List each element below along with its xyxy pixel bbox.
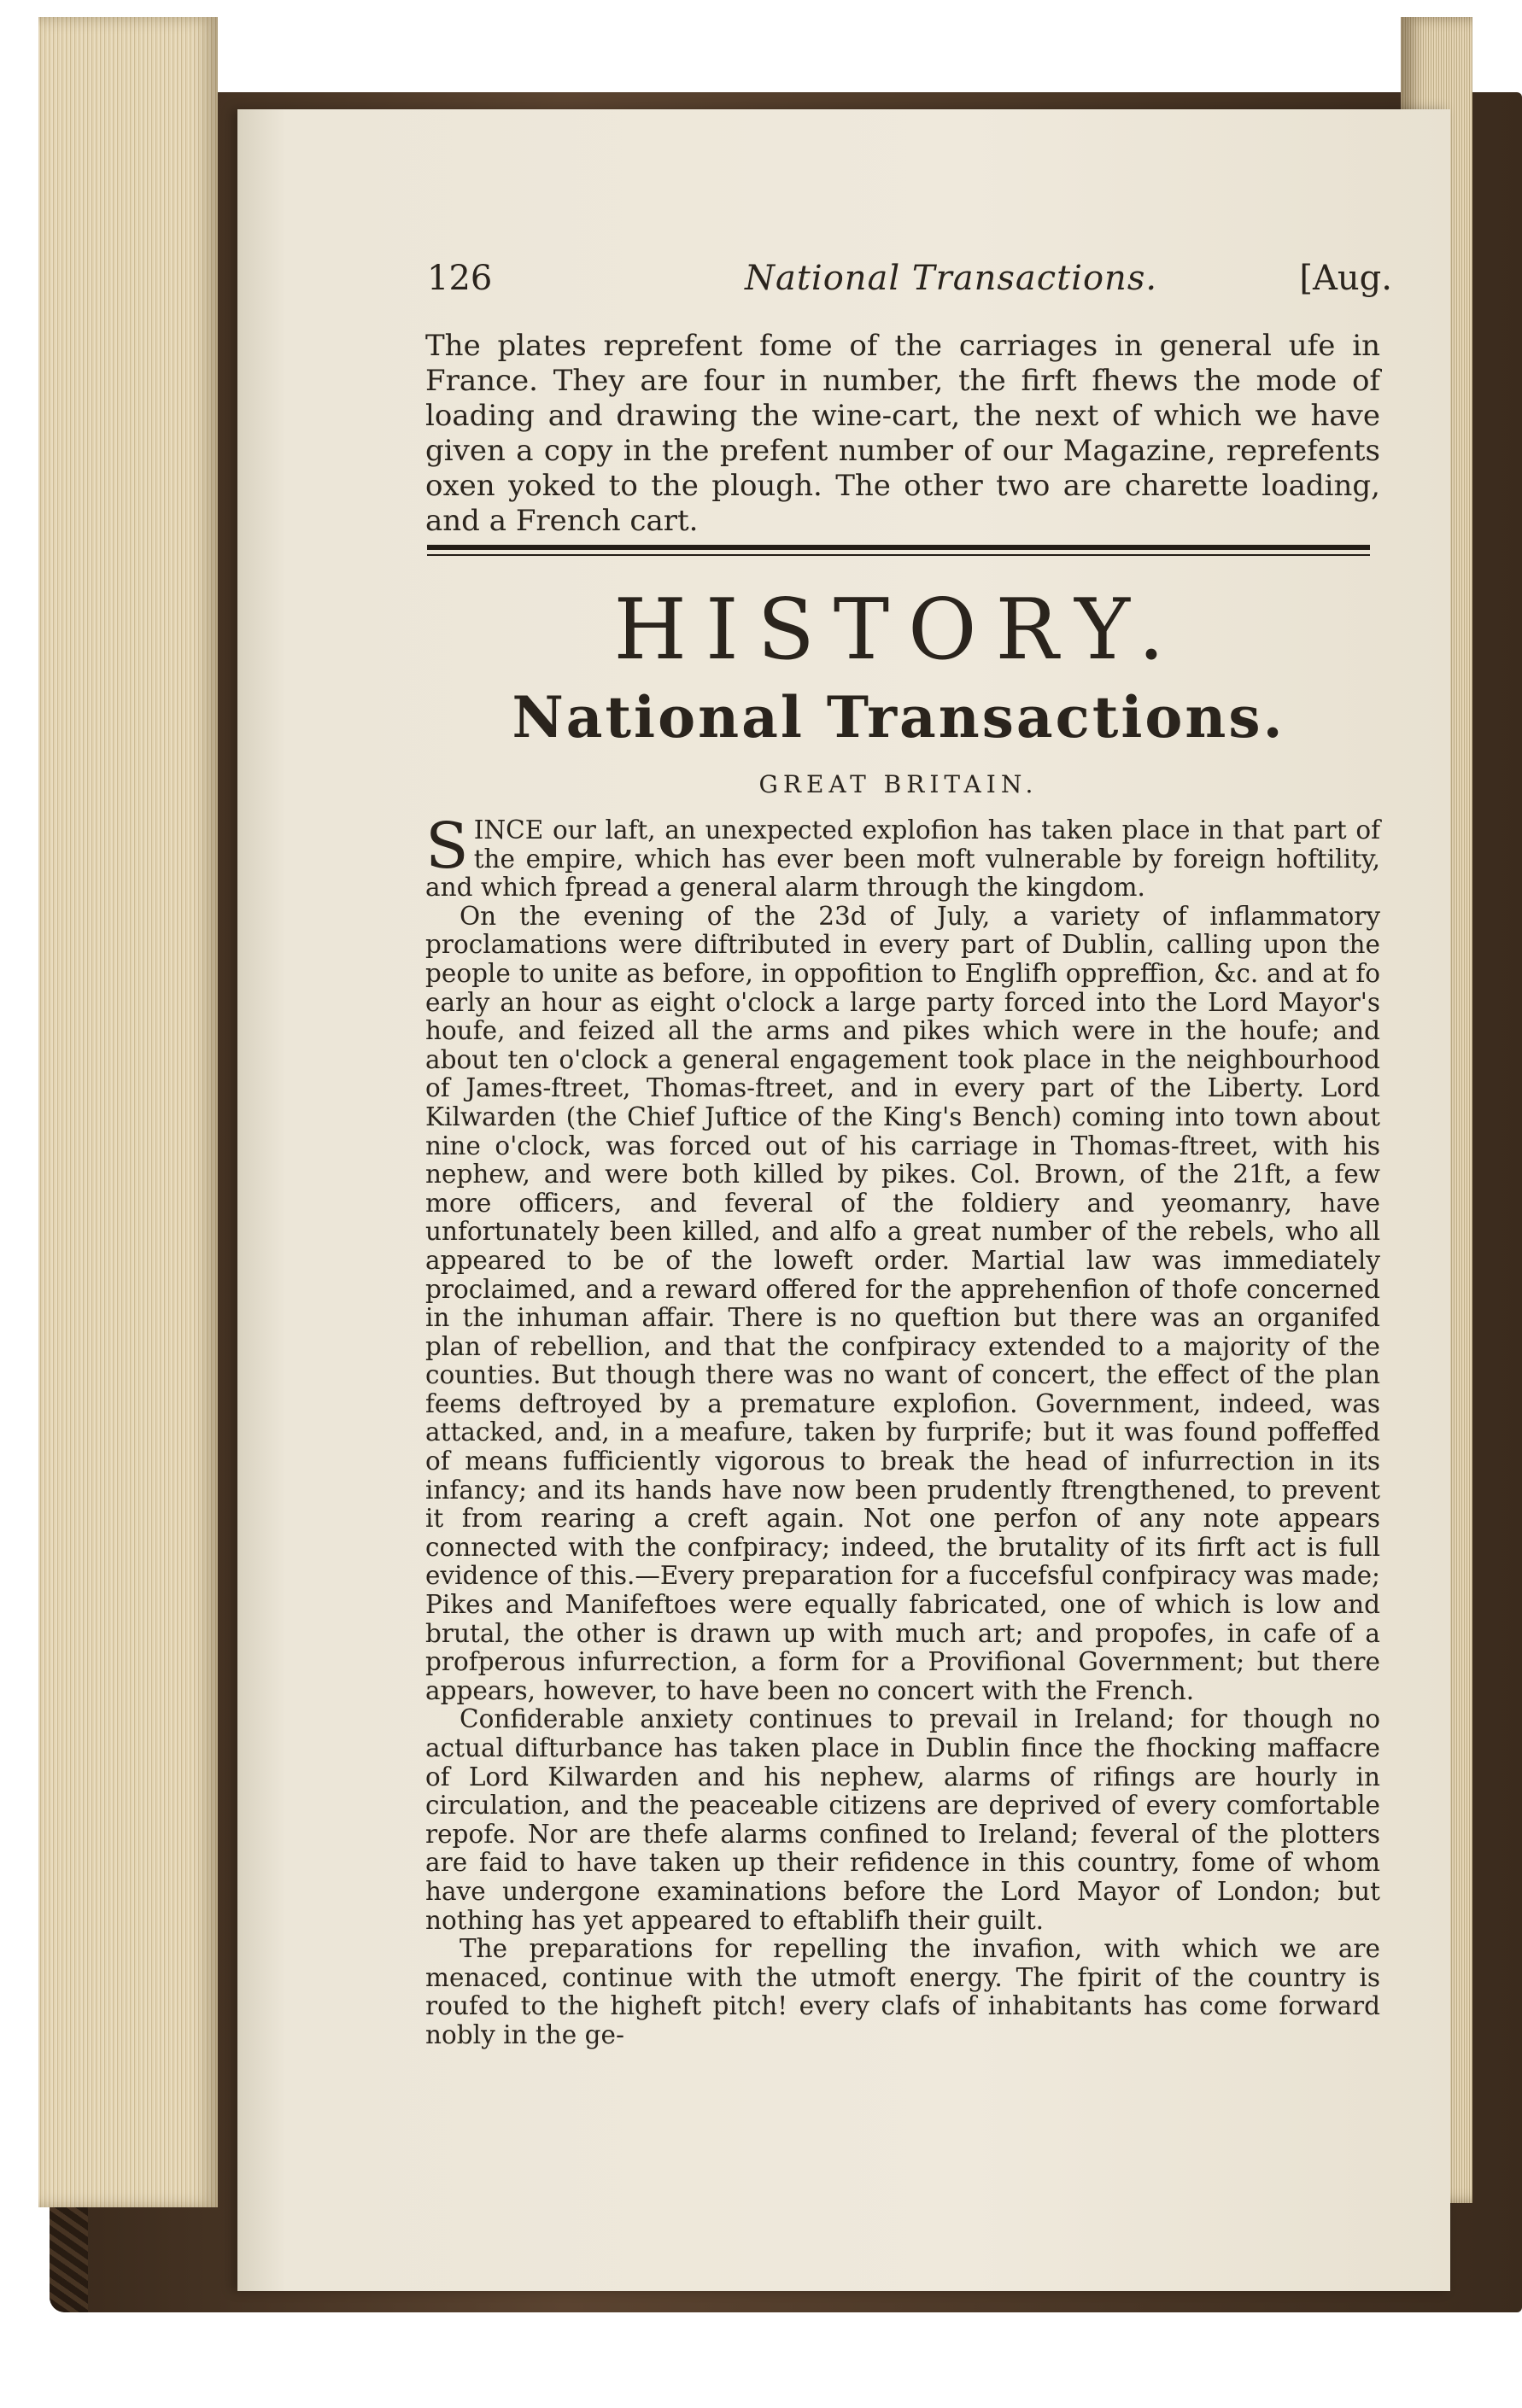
running-month: [Aug. — [1299, 259, 1392, 298]
country-heading: GREAT BRITAIN. — [758, 770, 1039, 798]
drop-cap: S — [425, 809, 469, 883]
paragraph-1 — [425, 809, 1380, 903]
article-body — [425, 809, 1380, 2050]
rule-thick — [427, 545, 1370, 550]
first-word: INCE — [473, 815, 544, 845]
rule-thin — [427, 554, 1370, 556]
running-head — [427, 259, 1392, 301]
paragraph-4: The preparations for repelling the invafion, with which we are menaced, continue with the utmoft energy. The fpirit of the country is roufed to the higheft pitch! every clafs of inhabitants has come forward nobly in the ge- — [425, 1934, 1380, 2049]
page-number: 126 — [427, 259, 493, 298]
section-subheading: National Transactions. — [512, 684, 1285, 751]
intro-paragraph: The plates reprefent fome of the carriages in general ufe in France. They are four in number, the firft fhews the mode of loading and drawing the wine-cart, the next of which we have given a copy in the prefent number of our Magazine, reprefents oxen yoked to the plough. The other two are charette loading, and a French cart. — [425, 329, 1380, 538]
paragraph-3: Confiderable anxiety continues to prevail in Ireland; for though no actual difturbance has taken place in Dublin fince the fhocking maffacre of Lord Kilwarden and his nephew, alarms of rifings are hourly in circulation, and the peaceable citizens are deprived of every comfortable repofe. Nor are thefe alarms confined to Ireland; feveral of the plotters are faid to have taken up their refidence in this country, fome of whom have undergone examinations before the Lord Mayor of London; but nothing has yet appeared to eftablifh their guilt. — [425, 1704, 1380, 1935]
running-title: National Transactions. — [745, 259, 1158, 298]
page-edges-left — [38, 17, 218, 2207]
section-heading: HISTORY. — [613, 582, 1184, 679]
paragraph-2: On the evening of the 23d of July, a variety of inflammatory proclamations were diftributed in every part of Dublin, calling upon the people to unite as before, in oppofition to Englifh oppreffion, &c. and at fo early an hour as eight o'clock a large party forced into the Lord Mayor's houfe, and feized all the arms and pikes which were in the houfe; and about ten o'clock a general engagement took place in the neighbourhood of James-ftreet, Thomas-ftreet, and in every part of the Liberty. Lord Kilwarden (the Chief Juftice of the King's Bench) coming into town about nine o'clock, was forced out of his carriage in Thomas-ftreet, with his nephew, and were both killed by pikes. Col. Brown, of the 21ft, a few more officers, and feveral of the foldiery and yeomanry, have unfortunately been killed, and alfo a great number of the rebels, who all appeared to be of the loweft order. Martial law was immediately proclaimed, and a reward offered for the apprehenfion of thofe concerned in the inhuman affair. There is no queftion but there was an organifed plan of rebellion, and that the confpiracy extended to a majority of the counties. But though there was no want of concert, the effect of the plan feems deftroyed by a premature explofion. Government, indeed, was attacked, and, in a meafure, taken by furprife; but it was found poffeffed of means fufficiently vigorous to break the head of infurrection in its infancy; and its hands have now been prudently ftrengthened, to prevent it from rearing a creft again. Not one perfon of any note appears connected with the confpiracy; indeed, the brutality of its firft act is full evidence of this.—Every preparation for a fuccefsful confpiracy was made; Pikes and Manifeftoes were equally fabricated, one of which is low and brutal, the other is drawn up with much art; and propofes, in cafe of a profperous infurrection, a form for a Provifional Government; but there appears, however, to have been no concert with the French. — [425, 901, 1380, 1705]
section-rule — [427, 545, 1370, 558]
paragraph-1-text: our laft, an unexpected explofion has taken place in that part of the empire, which has ever been moft vulnerable by foreign hoftility, and which fpread a general alarm through the kingdom. — [425, 815, 1380, 903]
